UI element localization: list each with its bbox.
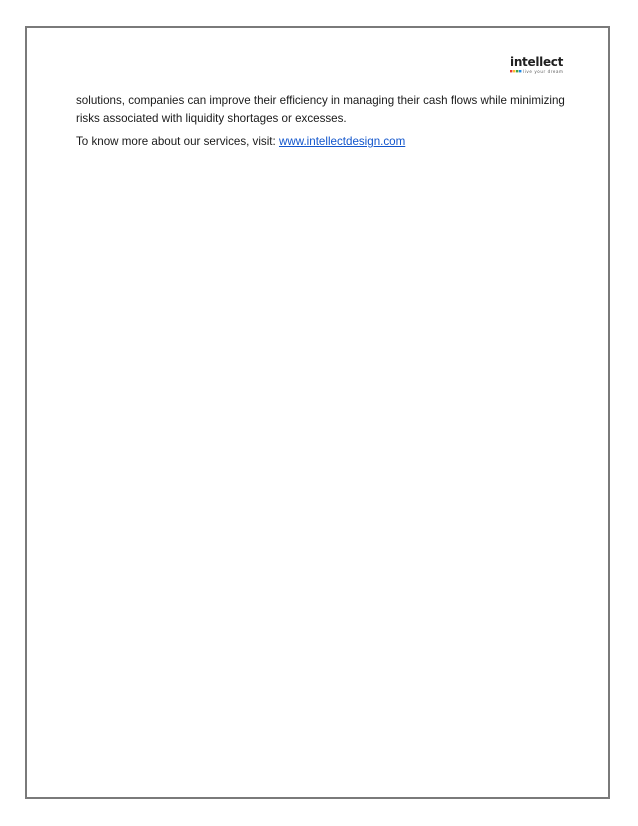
logo-tagline: live your dream bbox=[523, 68, 564, 74]
website-link[interactable]: www.intellectdesign.com bbox=[278, 135, 406, 148]
logo-color-dots-icon bbox=[510, 70, 522, 73]
document-body bbox=[76, 92, 576, 151]
logo-wordmark: intellect bbox=[510, 55, 564, 69]
contact-text: To know more about our services, visit: bbox=[76, 135, 279, 148]
paragraph-contact bbox=[76, 133, 576, 151]
intellect-logo bbox=[510, 56, 562, 76]
paragraph-solutions: solutions, companies can improve their efficiency in managing their cash flows while minimizing risks associated with liquidity shortages or excesses. bbox=[76, 94, 565, 125]
